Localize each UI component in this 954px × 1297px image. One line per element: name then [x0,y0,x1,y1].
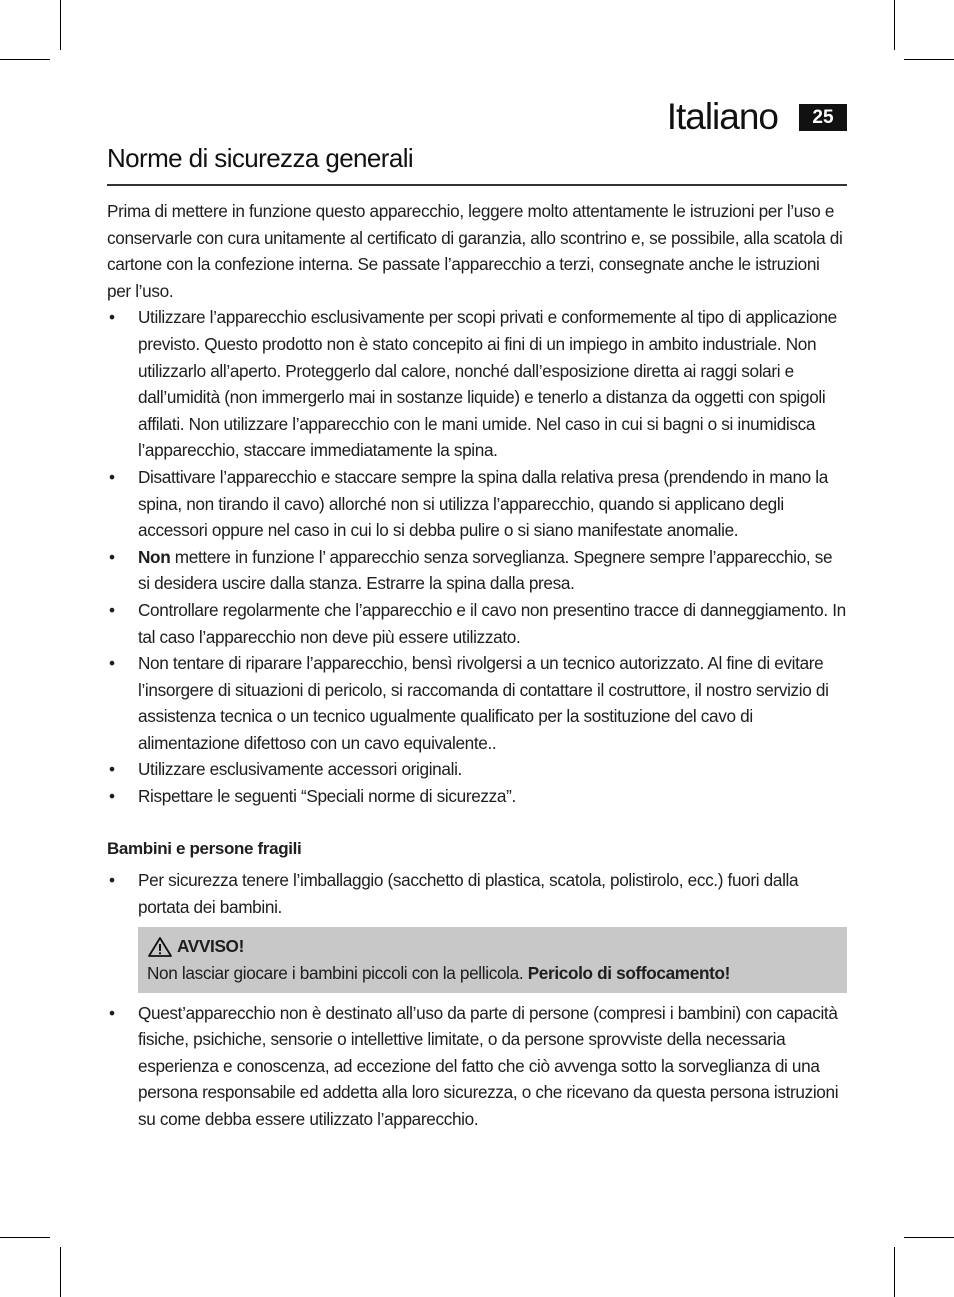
crop-mark [894,0,895,50]
language-header: Italiano [666,96,778,137]
intro-paragraph: Prima di mettere in funzione questo apparecchio, leggere molto attentamente le istruzioni per l’uso e conservarle con cura unitamente al certificato di garanzia, allo scontrino e, se possibile, alla scatola di cartone con la confezione interna. Se passate l’apparecchio a terzi, consegnate anche le istruzioni per l’uso. [107,201,843,301]
list-item-text: Utilizzare esclusivamente accessori originali. [138,759,462,780]
warning-text [147,960,837,987]
bullet-marker: • [109,759,115,780]
list-item-text: Disattivare l’apparecchio e staccare sempre la spina dalla relativa presa (prendendo in mano la spina, non tirando il cavo) allorché non si utilizza l’apparecchio, quando si applicano degli accessori oppure nel caso in cui lo si debba pulire o si siano manifestate anomalie. [138,466,828,541]
bullet-marker: • [109,466,115,487]
list-item-text: Rispettare le seguenti “Speciali norme di sicurezza”. [138,786,516,807]
list-item [107,304,847,464]
bullet-marker: • [109,599,115,620]
warning-message: Non lasciar giocare i bambini piccoli con la pellicola. [147,963,528,984]
list-item-text: mettere in funzione l’ apparecchio senza sorveglianza. Spegnere sempre l’apparecchio, se si desidera uscire dalla stanza. Estrarre la spina dalla presa. [138,546,833,594]
title-divider [107,184,847,186]
crop-mark [60,0,61,50]
bullet-marker: • [109,653,115,674]
safety-list [107,304,847,809]
crop-mark [904,1237,954,1238]
page-number: 25 [799,104,847,131]
warning-emphasis: Pericolo di soffocamento! [527,963,730,984]
warning-header [147,933,837,960]
list-item [107,464,847,544]
warning-label: AVVISO! [177,936,244,957]
document-body [107,198,847,1133]
bullet-marker: • [109,870,115,891]
crop-mark [0,59,50,60]
list-item-text: Utilizzare l’apparecchio esclusivamente per scopi privati e conformemente al tipo di applicazione previsto. Questo prodotto non è stato concepito ai fini di un impiego in ambito industriale. Non utilizzarlo all’aperto. Proteggerlo dal calore, nonché dall’esposizione diretta ai raggi solari e dall’umidità (non immergerlo mai in sostanze liquide) e tenerlo a distanza da oggetti con spigoli affilati. Non utilizzare l’apparecchio con le mani umide. Nel caso in cui si bagni o si inumidisca l’apparecchio, staccare immediatamente la spina. [138,307,837,461]
list-item-text: Quest’apparecchio non è destinato all’uso da parte di persone (compresi i bambini) con capacità fisiche, psichiche, sensorie o intellettive limitate, o da persone sprovviste della necessaria esperienza e conoscenza, ad eccezione del fatto che ciò avvenga sotto la sorveglianza di una persona responsabile ed addetta alla loro sicurezza, o che ricevano da questa persona istruzioni su come debba essere utilizzato l’apparecchio. [138,1002,839,1129]
list-item-bold: Non [138,546,171,567]
list-item-text: Controllare regolarmente che l’apparecchio e il cavo non presentino tracce di danneggiamento. In tal caso l’apparecchio non deve più essere utilizzato. [138,599,846,647]
warning-box [138,927,847,992]
list-item [107,1000,847,1133]
crop-mark [0,1237,50,1238]
list-item [107,867,847,920]
page-title: Norme di sicurezza generali [107,143,414,173]
crop-mark [894,1247,895,1297]
list-item-text: Non tentare di riparare l’apparecchio, bensì rivolgersi a un tecnico autorizzato. Al fine di evitare l’insorgere di situazioni di pericolo, si raccomanda di contattare il costruttore, il nostro servizio di assistenza tecnica o un tecnico ugualmente qualificato per la sostituzione del cavo di alimentazione difettoso con un cavo equivalente.. [138,653,829,753]
crop-mark [904,59,954,60]
list-item [107,650,847,756]
bullet-marker: • [109,546,115,567]
bullet-marker: • [109,1002,115,1023]
crop-mark [60,1247,61,1297]
children-list-continued [107,1000,847,1133]
list-item [107,783,847,810]
bullet-marker: • [109,307,115,328]
list-item [107,597,847,650]
subsection-heading: Bambini e persone fragili [107,838,302,858]
warning-triangle-icon [147,936,173,958]
list-item-text: Per sicurezza tenere l’imballaggio (sacchetto di plastica, scatola, polistirolo, ecc.) fuori dalla portata dei bambini. [138,870,799,917]
children-list [107,867,847,920]
list-item [107,544,847,597]
bullet-marker: • [109,786,115,807]
list-item [107,756,847,783]
